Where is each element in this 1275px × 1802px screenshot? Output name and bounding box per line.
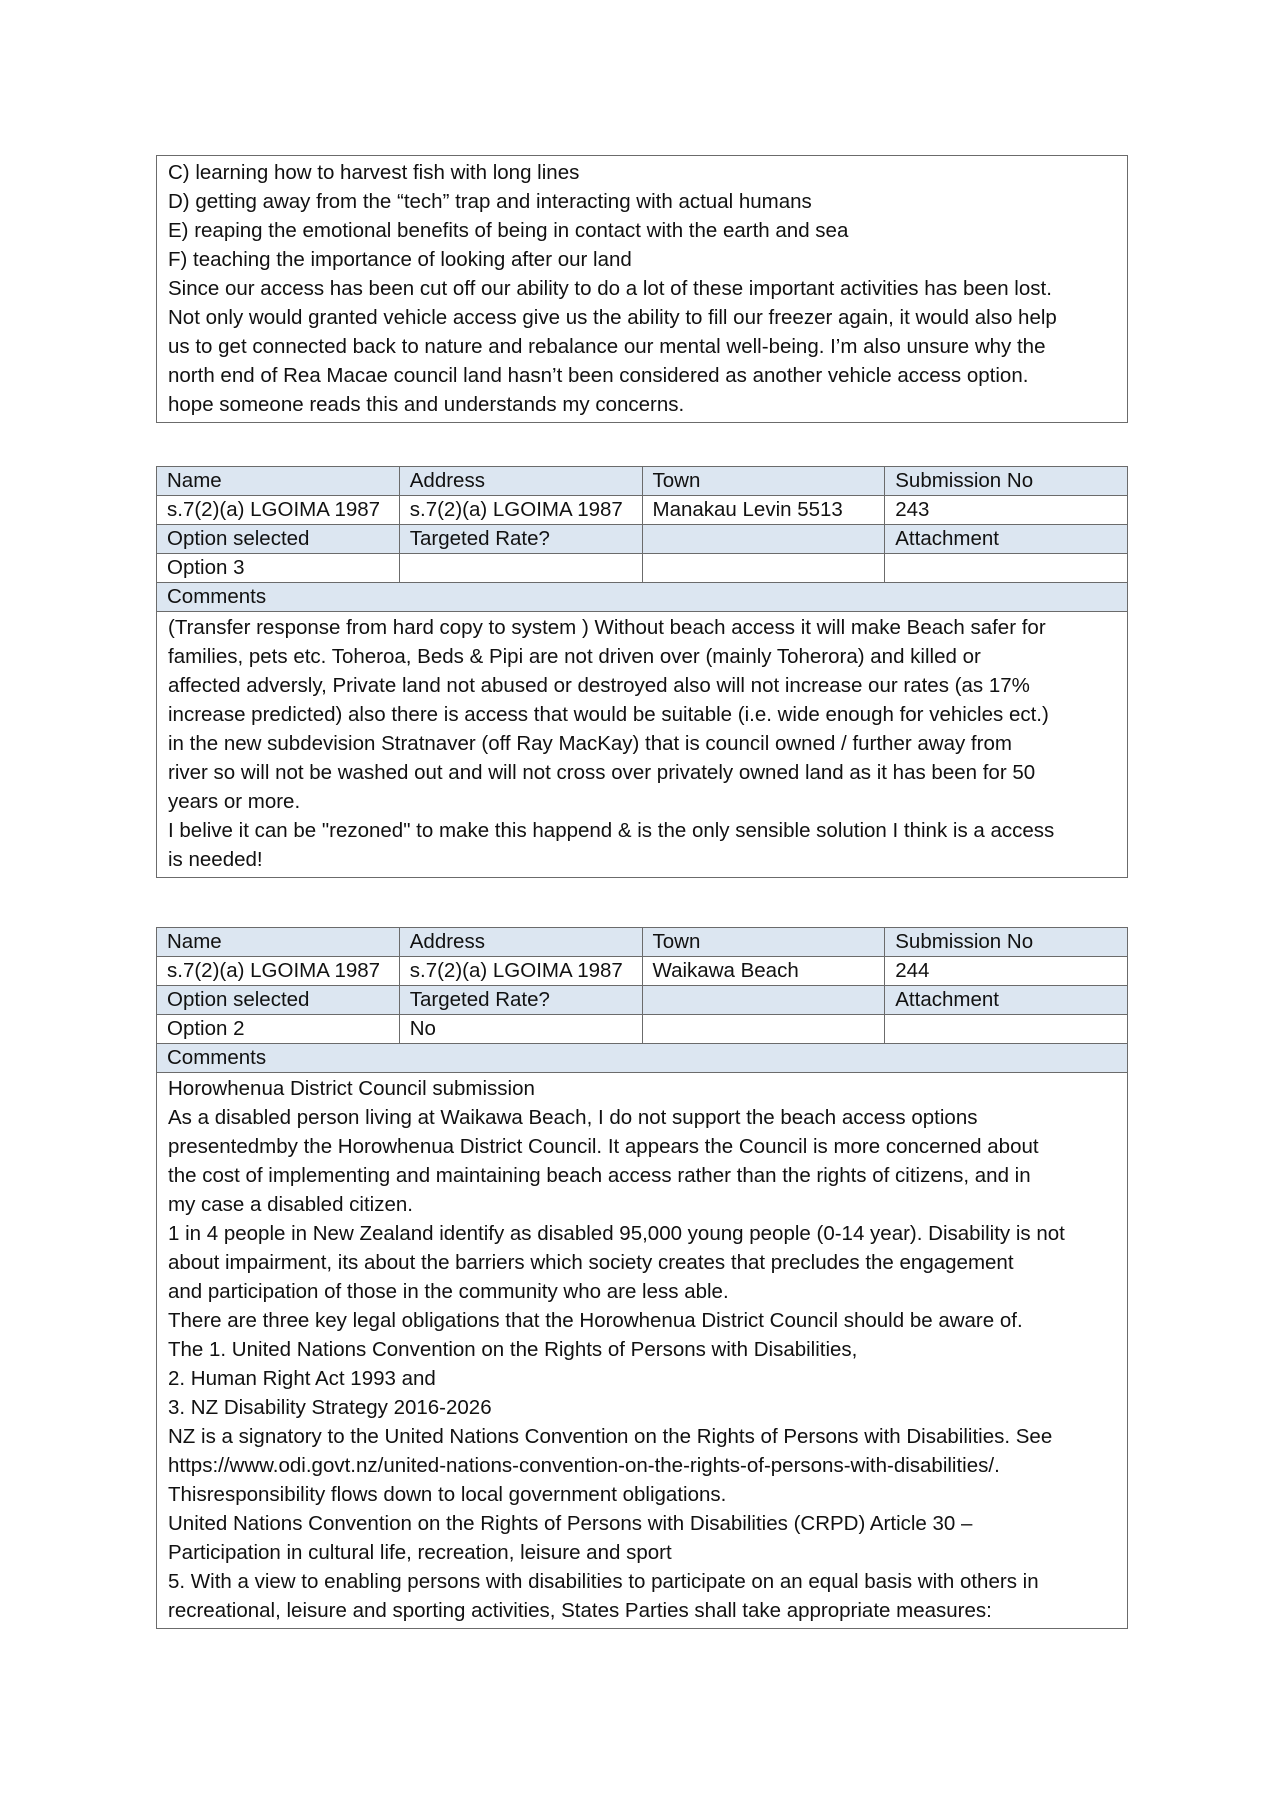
comment-line: I belive it can be "rezoned" to make this happend & is the only sensible solution I think is a access: [168, 819, 1055, 842]
comments-cell: [157, 1073, 1128, 1629]
name-value: s.7(2)(a) LGOIMA 1987: [157, 957, 400, 986]
option-row: [157, 554, 1128, 583]
submission-no-value: 244: [885, 957, 1128, 986]
details-row: [157, 957, 1128, 986]
previous-submission-comments-continued: [156, 155, 1128, 423]
comment-line: C) learning how to harvest fish with long lines: [168, 161, 580, 184]
comment-line: about impairment, its about the barriers which society creates that precludes the engagement: [168, 1251, 1014, 1274]
comment-line: D) getting away from the “tech” trap and interacting with actual humans: [168, 190, 812, 213]
comment-line: in the new subdevision Stratnaver (off Ray MacKay) that is council owned / further away from: [168, 732, 1012, 755]
address-value: s.7(2)(a) LGOIMA 1987: [399, 957, 642, 986]
comment-line: There are three key legal obligations that the Horowhenua District Council should be aware of.: [168, 1309, 1023, 1332]
blank-value: [642, 1015, 885, 1044]
comment-line: E) reaping the emotional benefits of being in contact with the earth and sea: [168, 219, 849, 242]
comment-line: 1 in 4 people in New Zealand identify as disabled 95,000 young people (0-14 year). Disability is not: [168, 1222, 1065, 1245]
name-header: Name: [157, 467, 400, 496]
submission-no-header: Submission No: [885, 467, 1128, 496]
option-header-row: [157, 525, 1128, 554]
comment-line: Since our access has been cut off our ability to do a lot of these important activities has been lost.: [168, 277, 1052, 300]
name-header: Name: [157, 928, 400, 957]
comment-line: is needed!: [168, 848, 263, 871]
option-selected-header: Option selected: [157, 986, 400, 1015]
submission-no-value: 243: [885, 496, 1128, 525]
comments-header: Comments: [157, 1044, 1128, 1073]
submission-table-244: [156, 927, 1128, 1629]
comment-line: (Transfer response from hard copy to system ) Without beach access it will make Beach safer for: [168, 616, 1046, 639]
comments-header: Comments: [157, 583, 1128, 612]
header-row: [157, 928, 1128, 957]
blank-header: [642, 986, 885, 1015]
attachment-value: [885, 554, 1128, 583]
comment-line: us to get connected back to nature and rebalance our mental well-being. I’m also unsure why the: [168, 335, 1046, 358]
option-selected-header: Option selected: [157, 525, 400, 554]
details-row: [157, 496, 1128, 525]
comment-line: families, pets etc. Toheroa, Beds & Pipi are not driven over (mainly Toherora) and killed or: [168, 645, 981, 668]
comment-line: NZ is a signatory to the United Nations Convention on the Rights of Persons with Disabilities. See: [168, 1425, 1053, 1448]
town-header: Town: [642, 467, 885, 496]
comment-line: river so will not be washed out and will not cross over privately owned land as it has been for 50: [168, 761, 1036, 784]
address-header: Address: [399, 467, 642, 496]
targeted-rate-header: Targeted Rate?: [399, 986, 642, 1015]
comment-line: Horowhenua District Council submission: [168, 1077, 535, 1100]
comment-line: https://www.odi.govt.nz/united-nations-convention-on-the-rights-of-persons-with-disabilities/.: [168, 1454, 1000, 1477]
comments-row: [157, 1073, 1128, 1629]
comment-line: 3. NZ Disability Strategy 2016-2026: [168, 1396, 492, 1419]
option-row: [157, 1015, 1128, 1044]
town-value: Waikawa Beach: [642, 957, 885, 986]
comment-line: years or more.: [168, 790, 301, 813]
attachment-header: Attachment: [885, 986, 1128, 1015]
comment-line: recreational, leisure and sporting activities, States Parties shall take appropriate measures:: [168, 1599, 992, 1622]
comments-header-row: [157, 583, 1128, 612]
comment-line: The 1. United Nations Convention on the Rights of Persons with Disabilities,: [168, 1338, 858, 1361]
comment-line: United Nations Convention on the Rights of Persons with Disabilities (CRPD) Article 30 –: [168, 1512, 973, 1535]
comment-line: 2. Human Right Act 1993 and: [168, 1367, 436, 1390]
comment-line: north end of Rea Macae council land hasn’t been considered as another vehicle access option.: [168, 364, 1029, 387]
attachment-value: [885, 1015, 1128, 1044]
comment-line: As a disabled person living at Waikawa Beach, I do not support the beach access options: [168, 1106, 978, 1129]
comment-line: F) teaching the importance of looking after our land: [168, 248, 632, 271]
option-value: Option 2: [157, 1015, 400, 1044]
option-value: Option 3: [157, 554, 400, 583]
comment-line: increase predicted) also there is access that would be suitable (i.e. wide enough for vehicles ect.): [168, 703, 1049, 726]
comments-header-row: [157, 1044, 1128, 1073]
comment-line: affected adversly, Private land not abused or destroyed also will not increase our rates (as 17%: [168, 674, 1030, 697]
comment-line: the cost of implementing and maintaining beach access rather than the rights of citizens, and in: [168, 1164, 1031, 1187]
submission-table-243: [156, 466, 1128, 878]
comment-line: Not only would granted vehicle access give us the ability to fill our freezer again, it would also help: [168, 306, 1057, 329]
comment-line: and participation of those in the community who are less able.: [168, 1280, 729, 1303]
name-value: s.7(2)(a) LGOIMA 1987: [157, 496, 400, 525]
comment-lines: [168, 158, 1117, 419]
town-value: Manakau Levin 5513: [642, 496, 885, 525]
blank-header: [642, 525, 885, 554]
attachment-header: Attachment: [885, 525, 1128, 554]
header-row: [157, 467, 1128, 496]
comment-line: hope someone reads this and understands my concerns.: [168, 393, 685, 416]
town-header: Town: [642, 928, 885, 957]
blank-value: [642, 554, 885, 583]
comments-cell: [157, 612, 1128, 878]
address-value: s.7(2)(a) LGOIMA 1987: [399, 496, 642, 525]
comment-line: Participation in cultural life, recreation, leisure and sport: [168, 1541, 672, 1564]
comment-line: Thisresponsibility flows down to local government obligations.: [168, 1483, 727, 1506]
comment-line: my case a disabled citizen.: [168, 1193, 413, 1216]
comments-row: [157, 612, 1128, 878]
address-header: Address: [399, 928, 642, 957]
comment-line: 5. With a view to enabling persons with disabilities to participate on an equal basis with others in: [168, 1570, 1039, 1593]
comment-line: presentedmby the Horowhenua District Council. It appears the Council is more concerned about: [168, 1135, 1039, 1158]
option-header-row: [157, 986, 1128, 1015]
submission-no-header: Submission No: [885, 928, 1128, 957]
targeted-rate-value: [399, 554, 642, 583]
targeted-rate-value: No: [399, 1015, 642, 1044]
targeted-rate-header: Targeted Rate?: [399, 525, 642, 554]
